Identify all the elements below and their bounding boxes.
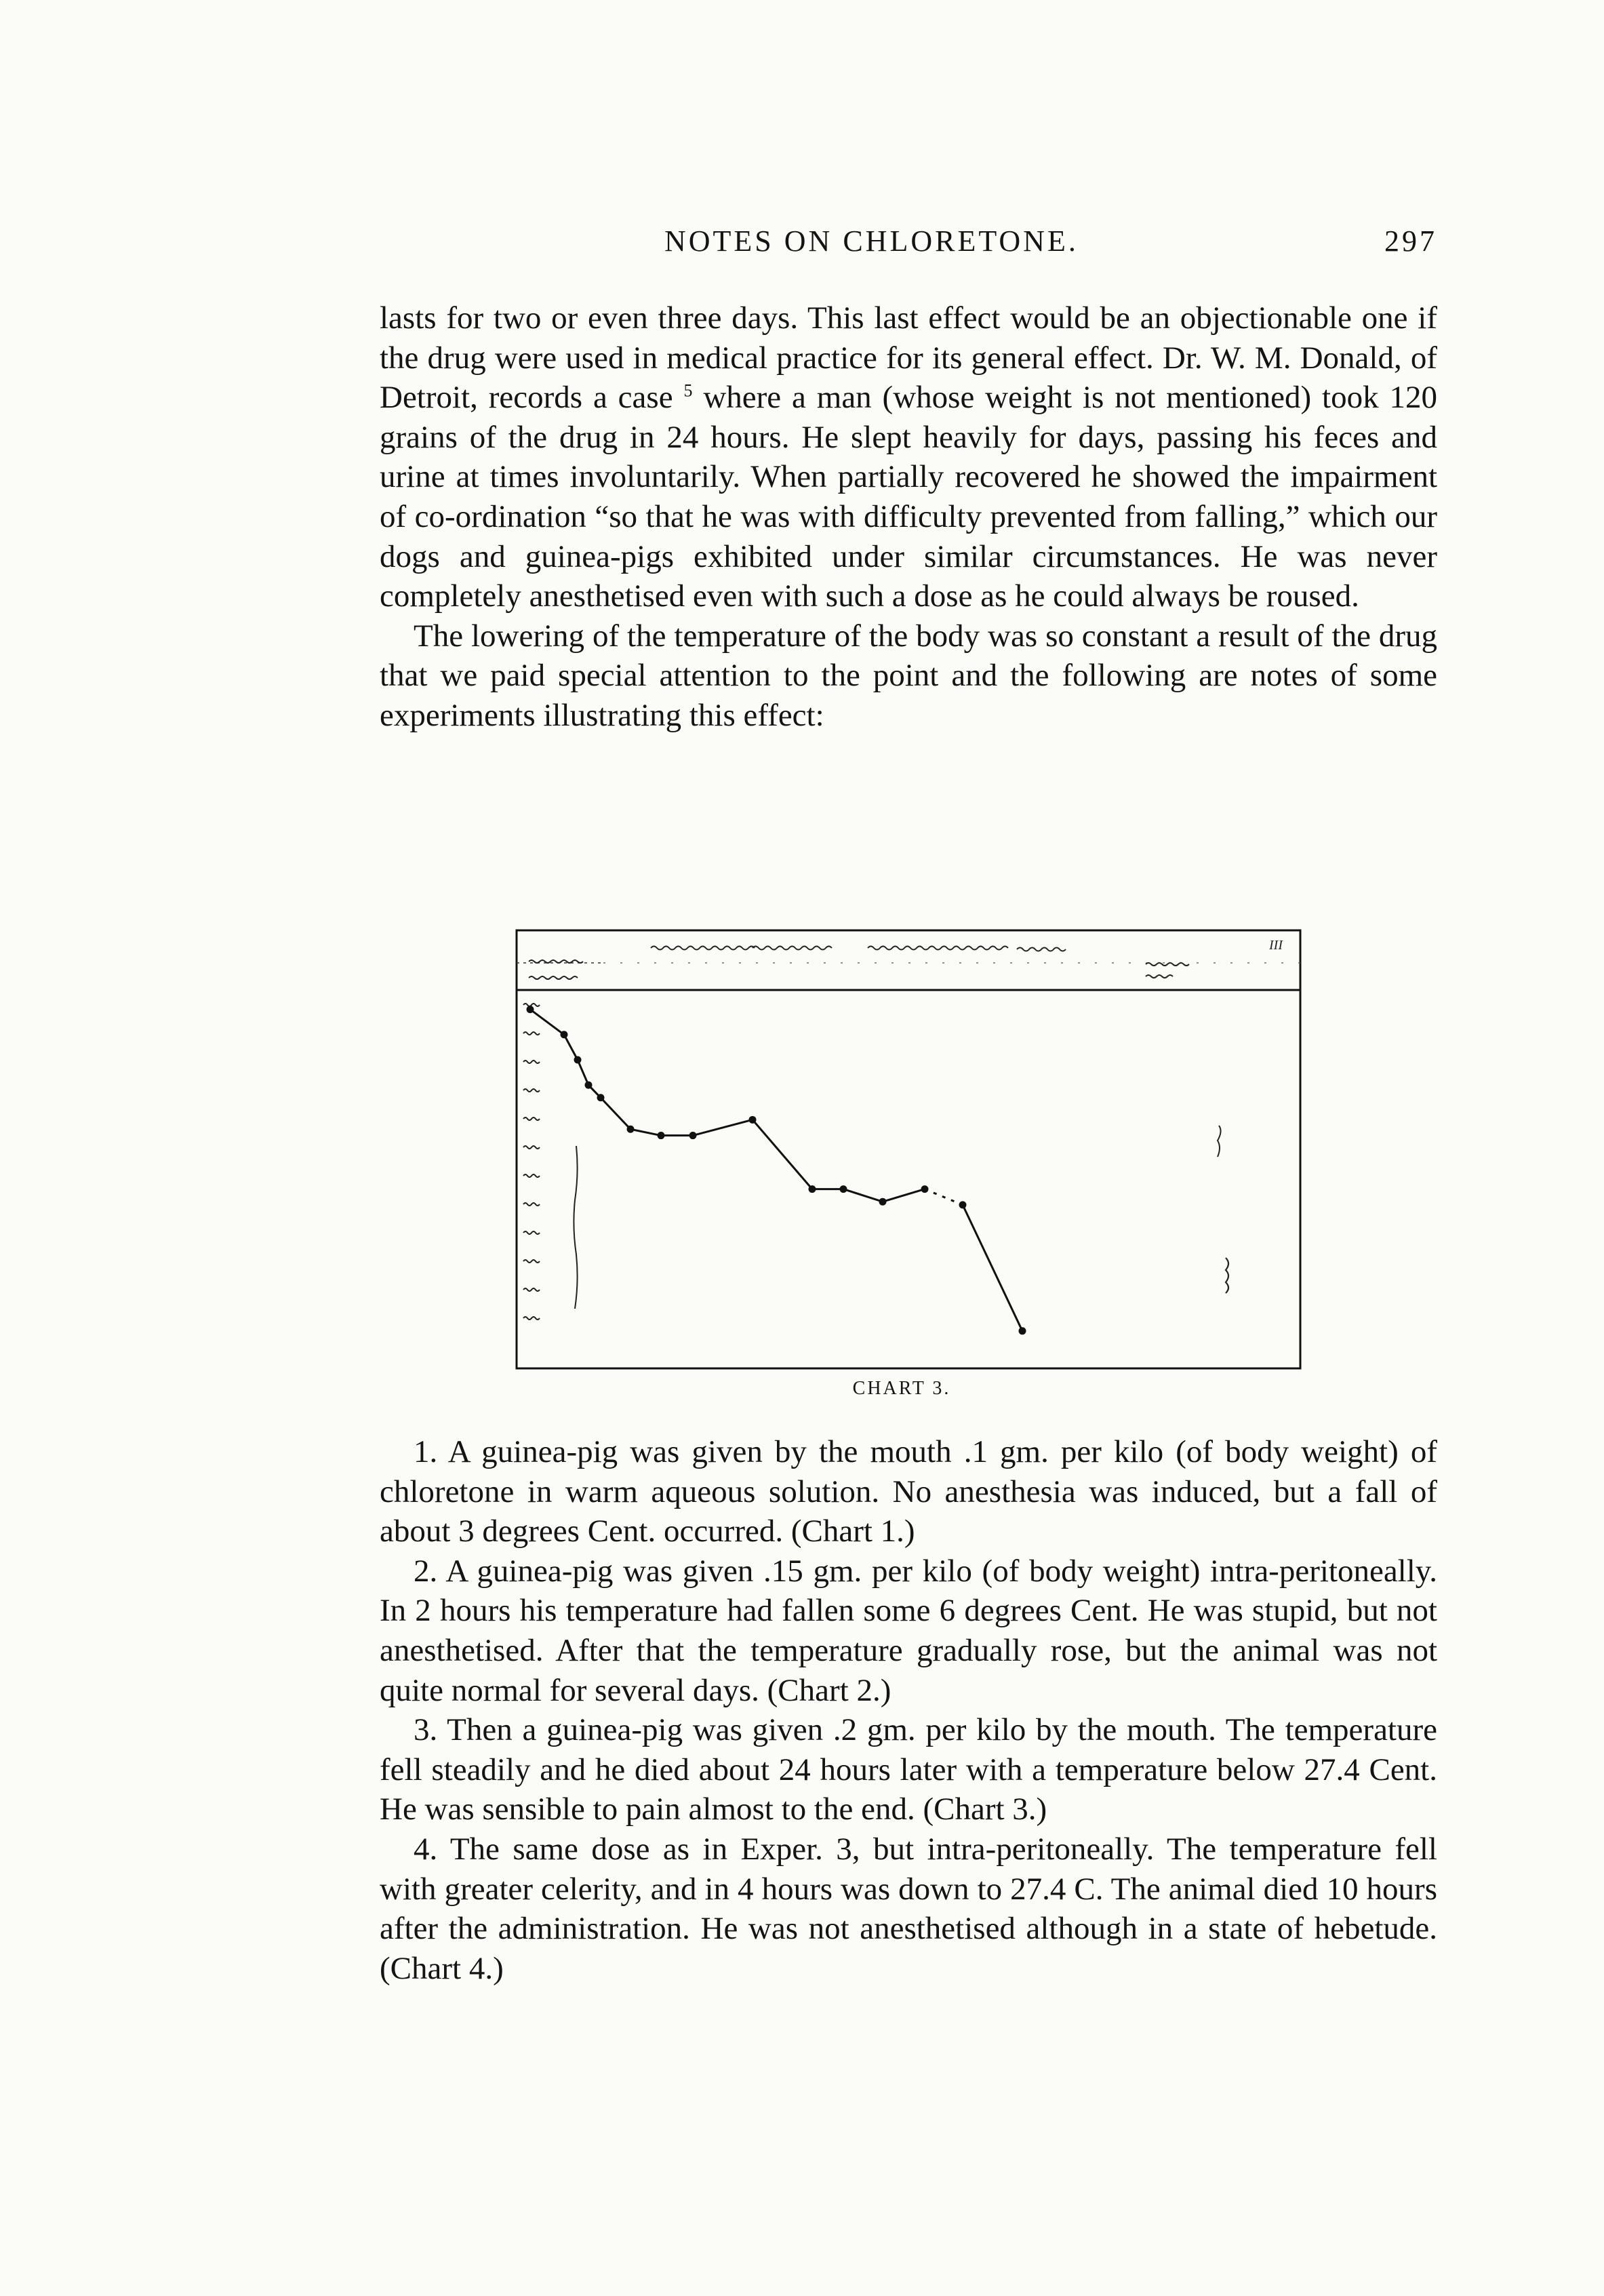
- header-handwriting: [529, 976, 578, 979]
- margin-handwriting: [1218, 1126, 1221, 1157]
- page-number: 297: [1384, 224, 1437, 258]
- chart-border: [517, 930, 1300, 1368]
- series-line-segment: [578, 1060, 588, 1085]
- chart-handwritten-annotations: [523, 947, 1228, 1320]
- header-handwriting: [868, 947, 1008, 950]
- axis-handwriting: [523, 1032, 540, 1035]
- data-point: [879, 1198, 887, 1206]
- data-point: [527, 1006, 534, 1013]
- series-line-segment: [753, 1120, 812, 1189]
- experiments-list: [380, 1432, 1437, 1988]
- data-point: [561, 1031, 568, 1038]
- header-handwriting: [1146, 975, 1173, 978]
- data-point: [749, 1116, 757, 1124]
- data-point: [574, 1056, 582, 1063]
- data-point: [921, 1185, 929, 1193]
- axis-handwriting: [523, 1061, 540, 1063]
- axis-handwriting: [523, 1089, 540, 1092]
- data-point: [689, 1132, 697, 1139]
- header-handwriting: [529, 960, 583, 963]
- data-point: [627, 1126, 635, 1133]
- series-line-segment: [963, 1205, 1022, 1331]
- series-line-segment: [564, 1035, 578, 1060]
- series-line-segment: [693, 1120, 753, 1135]
- axis-handwriting: [523, 1317, 540, 1320]
- header-handwriting: [1017, 948, 1066, 951]
- margin-handwriting: [574, 1146, 577, 1309]
- paragraph-continued: [380, 298, 1437, 616]
- data-point: [1019, 1327, 1026, 1334]
- series-line-segment: [883, 1189, 925, 1202]
- series-line-segment: [843, 1189, 883, 1202]
- experiment-1: 1. A guinea-pig was given by the mouth .1 gm. per kilo (of body weight) of chloretone in warm aqueous solution. No anesthesia was induced, but a fall of about 3 degrees Cent. occurred. (Chart 1.): [380, 1434, 1437, 1549]
- chart-frame: [517, 930, 1300, 1368]
- chart-caption: CHART 3.: [852, 1378, 951, 1399]
- data-point: [597, 1094, 605, 1101]
- data-point: [959, 1201, 967, 1208]
- paragraph-text: where a man (whose weight is not mentioned) took 120 grains of the drug in 24 hours. He slept heavily for days, passing his feces and urine at times involuntarily. When partially recovered he showed the impairment of co-ordination “so that he was with difficulty prevented from falling,” which our dogs and guinea-pigs exhibited under similar circumstances. He was never completely anesthetised even with such a dose as he could always be roused.: [380, 380, 1437, 614]
- axis-handwriting: [523, 1174, 540, 1177]
- running-title: NOTES ON CHLORETONE.: [664, 224, 1079, 258]
- paragraph-text: lasts for two or even three days. This last effect would be an objectionable one if the drug were used in medical practice for its general effect. Dr. W. M. Donald, of Detroit, records a case: [380, 300, 1437, 416]
- series-line-segment: [601, 1098, 630, 1129]
- running-head: [380, 224, 1437, 264]
- axis-handwriting: [523, 1146, 540, 1149]
- data-point: [809, 1185, 816, 1193]
- series-line-segment: [530, 1010, 564, 1035]
- header-handwriting: [753, 947, 832, 950]
- series-line-segment: [630, 1129, 661, 1135]
- axis-handwriting: [523, 1117, 540, 1120]
- chart-series: [527, 1006, 1026, 1334]
- temperature-chart: [515, 929, 1302, 1370]
- experiment-4: 4. The same dose as in Exper. 3, but intra-peritoneally. The temperature fell with greater celerity, and in 4 hours was down to 27.4 C. The animal died 10 hours after the administration. He was not anesthetised although in a state of hebetude. (Chart 4.): [380, 1831, 1437, 1986]
- data-point: [585, 1082, 593, 1089]
- axis-handwriting: [523, 1260, 540, 1263]
- chart-header-marker: III: [1269, 938, 1283, 953]
- axis-handwriting: [523, 1004, 540, 1006]
- axis-handwriting: [523, 1288, 540, 1291]
- margin-handwriting: [1226, 1258, 1228, 1293]
- intro-text: [380, 298, 1437, 736]
- series-line-segment: [925, 1189, 963, 1205]
- axis-handwriting: [523, 1231, 540, 1234]
- data-point: [840, 1185, 847, 1193]
- data-point: [658, 1132, 665, 1139]
- header-handwriting: [1146, 963, 1189, 966]
- footnote-marker: 5: [683, 380, 693, 401]
- experiment-3: 3. Then a guinea-pig was given .2 gm. per kilo by the mouth. The temperature fell steadily and he died about 24 hours later with a temperature below 27.4 Cent. He was sensible to pain almost to the end. (Chart 3.): [380, 1712, 1437, 1827]
- paragraph-temperature: The lowering of the temperature of the body was so constant a result of the drug that we paid special attention to the point and the following are notes of some experiments illustrating this effect:: [380, 618, 1437, 733]
- chart-svg: [515, 929, 1302, 1370]
- experiment-2: 2. A guinea-pig was given .15 gm. per kilo (of body weight) intra-peritoneally. In 2 hours his temperature had fallen some 6 degrees Cent. He was stupid, but not anesthetised. After that the temperature gradually rose, but the animal was not quite normal for several days. (Chart 2.): [380, 1553, 1437, 1708]
- header-handwriting: [651, 947, 755, 950]
- axis-handwriting: [523, 1203, 540, 1206]
